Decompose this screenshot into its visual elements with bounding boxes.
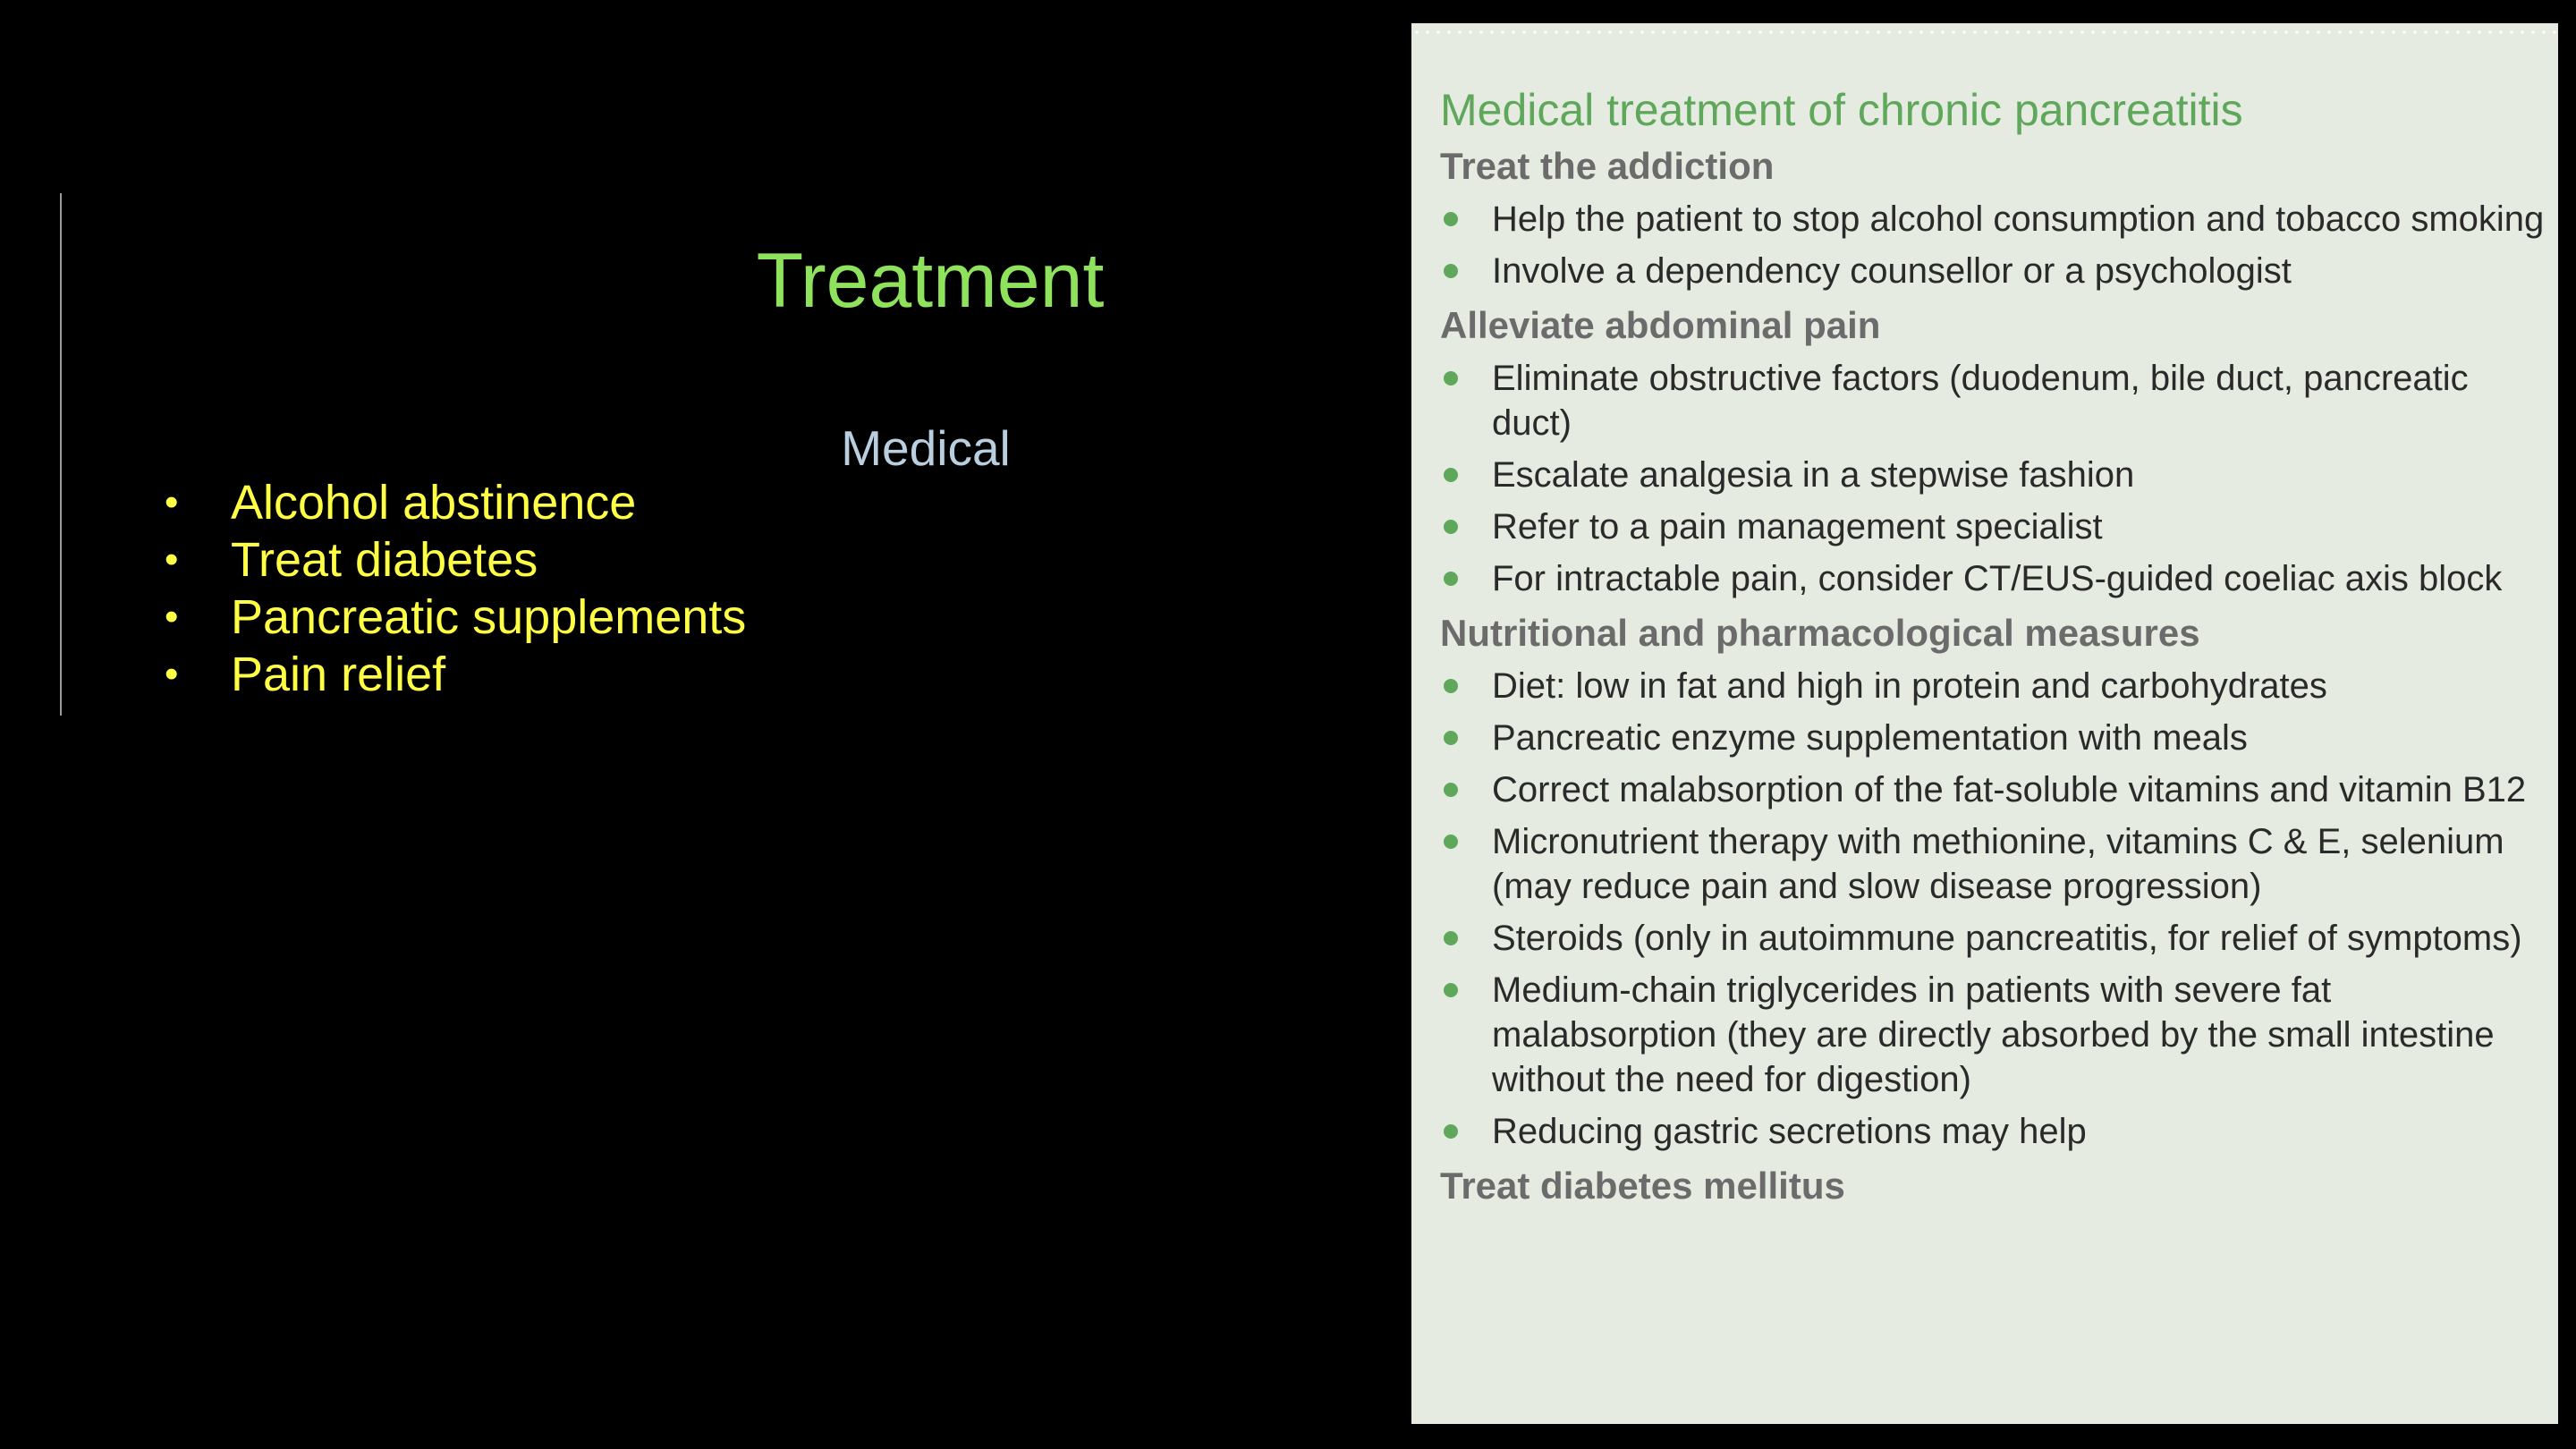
green-bullet-icon <box>1444 468 1458 482</box>
section-list <box>1440 197 2549 293</box>
green-bullet-icon <box>1444 983 1458 997</box>
list-item <box>1440 249 2549 293</box>
left-divider-line <box>60 193 62 716</box>
green-bullet-icon <box>1444 264 1458 278</box>
slide-bullet-item <box>161 474 746 531</box>
list-item-text: Medium-chain triglycerides in patients with severe fat malabsorption (they are directly absorbed by the small intestine without the need for digestion) <box>1492 970 2495 1099</box>
green-bullet-icon <box>1444 212 1458 226</box>
slide-bullet-text: Pancreatic supplements <box>231 590 747 644</box>
list-item-text: Steroids (only in autoimmune pancreatitis, for relief of symptoms) <box>1492 919 2522 958</box>
slide-bullet-item <box>161 646 746 703</box>
slide-bullet-item <box>161 531 746 589</box>
green-bullet-icon <box>1444 572 1458 586</box>
list-item-text: Pancreatic enzyme supplementation with meals <box>1492 718 2248 758</box>
list-item-text: Micronutrient therapy with methionine, vitamins C & E, selenium (may reduce pain and slow disease progression) <box>1492 822 2504 906</box>
list-item-text: Diet: low in fat and high in protein and carbohydrates <box>1492 666 2327 706</box>
slide-title: Treatment <box>756 238 1105 324</box>
green-bullet-icon <box>1444 679 1458 693</box>
list-item <box>1440 453 2549 497</box>
green-bullet-icon <box>1444 1124 1458 1139</box>
list-item-text: Correct malabsorption of the fat-soluble vitamins and vitamin B12 <box>1492 770 2527 809</box>
slide-bullet-text: Treat diabetes <box>231 533 538 587</box>
green-bullet-icon <box>1444 731 1458 745</box>
list-item-text: Escalate analgesia in a stepwise fashion <box>1492 455 2135 495</box>
bullet-dot-icon: • <box>165 480 179 524</box>
dotted-border <box>1411 30 2558 34</box>
list-item-text: For intractable pain, consider CT/EUS-guided coeliac axis block <box>1492 559 2503 598</box>
section-heading: Alleviate abdominal pain <box>1440 304 1881 346</box>
list-item <box>1440 716 2549 760</box>
list-item-text: Reducing gastric secretions may help <box>1492 1112 2087 1151</box>
bullet-dot-icon: • <box>165 538 179 581</box>
list-item <box>1440 197 2549 242</box>
list-item-text: Involve a dependency counsellor or a psychologist <box>1492 251 2292 291</box>
green-bullet-icon <box>1444 371 1458 386</box>
green-bullet-icon <box>1444 783 1458 797</box>
section-list <box>1440 356 2549 601</box>
list-item <box>1440 1109 2549 1154</box>
slide-bullet-item <box>161 589 746 646</box>
list-item <box>1440 819 2549 909</box>
slide-bullet-text: Pain relief <box>231 648 446 701</box>
slide-bullet-text: Alcohol abstinence <box>231 476 637 530</box>
list-item <box>1440 556 2549 601</box>
bullet-dot-icon: • <box>165 652 179 696</box>
green-bullet-icon <box>1444 835 1458 849</box>
bullet-dot-icon: • <box>165 595 179 639</box>
slide-subtitle: Medical <box>841 420 1011 476</box>
section-heading: Nutritional and pharmacological measures <box>1440 612 2200 654</box>
list-item <box>1440 767 2549 812</box>
list-item <box>1440 356 2549 445</box>
list-item-text: Help the patient to stop alcohol consumption and tobacco smoking <box>1492 199 2545 239</box>
textbook-panel <box>1411 23 2558 1424</box>
list-item <box>1440 968 2549 1102</box>
section-list <box>1440 664 2549 1154</box>
green-bullet-icon <box>1444 931 1458 945</box>
list-item <box>1440 916 2549 961</box>
slide-bullet-list <box>161 474 746 703</box>
section-heading: Treat diabetes mellitus <box>1440 1165 1845 1207</box>
green-bullet-icon <box>1444 520 1458 534</box>
list-item <box>1440 504 2549 549</box>
panel-body <box>1440 138 2549 1216</box>
list-item-text: Refer to a pain management specialist <box>1492 507 2103 547</box>
section-heading: Treat the addiction <box>1440 145 1775 187</box>
panel-title: Medical treatment of chronic pancreatitis <box>1440 85 2243 135</box>
list-item-text: Eliminate obstructive factors (duodenum, bile duct, pancreatic duct) <box>1492 359 2469 443</box>
list-item <box>1440 664 2549 708</box>
